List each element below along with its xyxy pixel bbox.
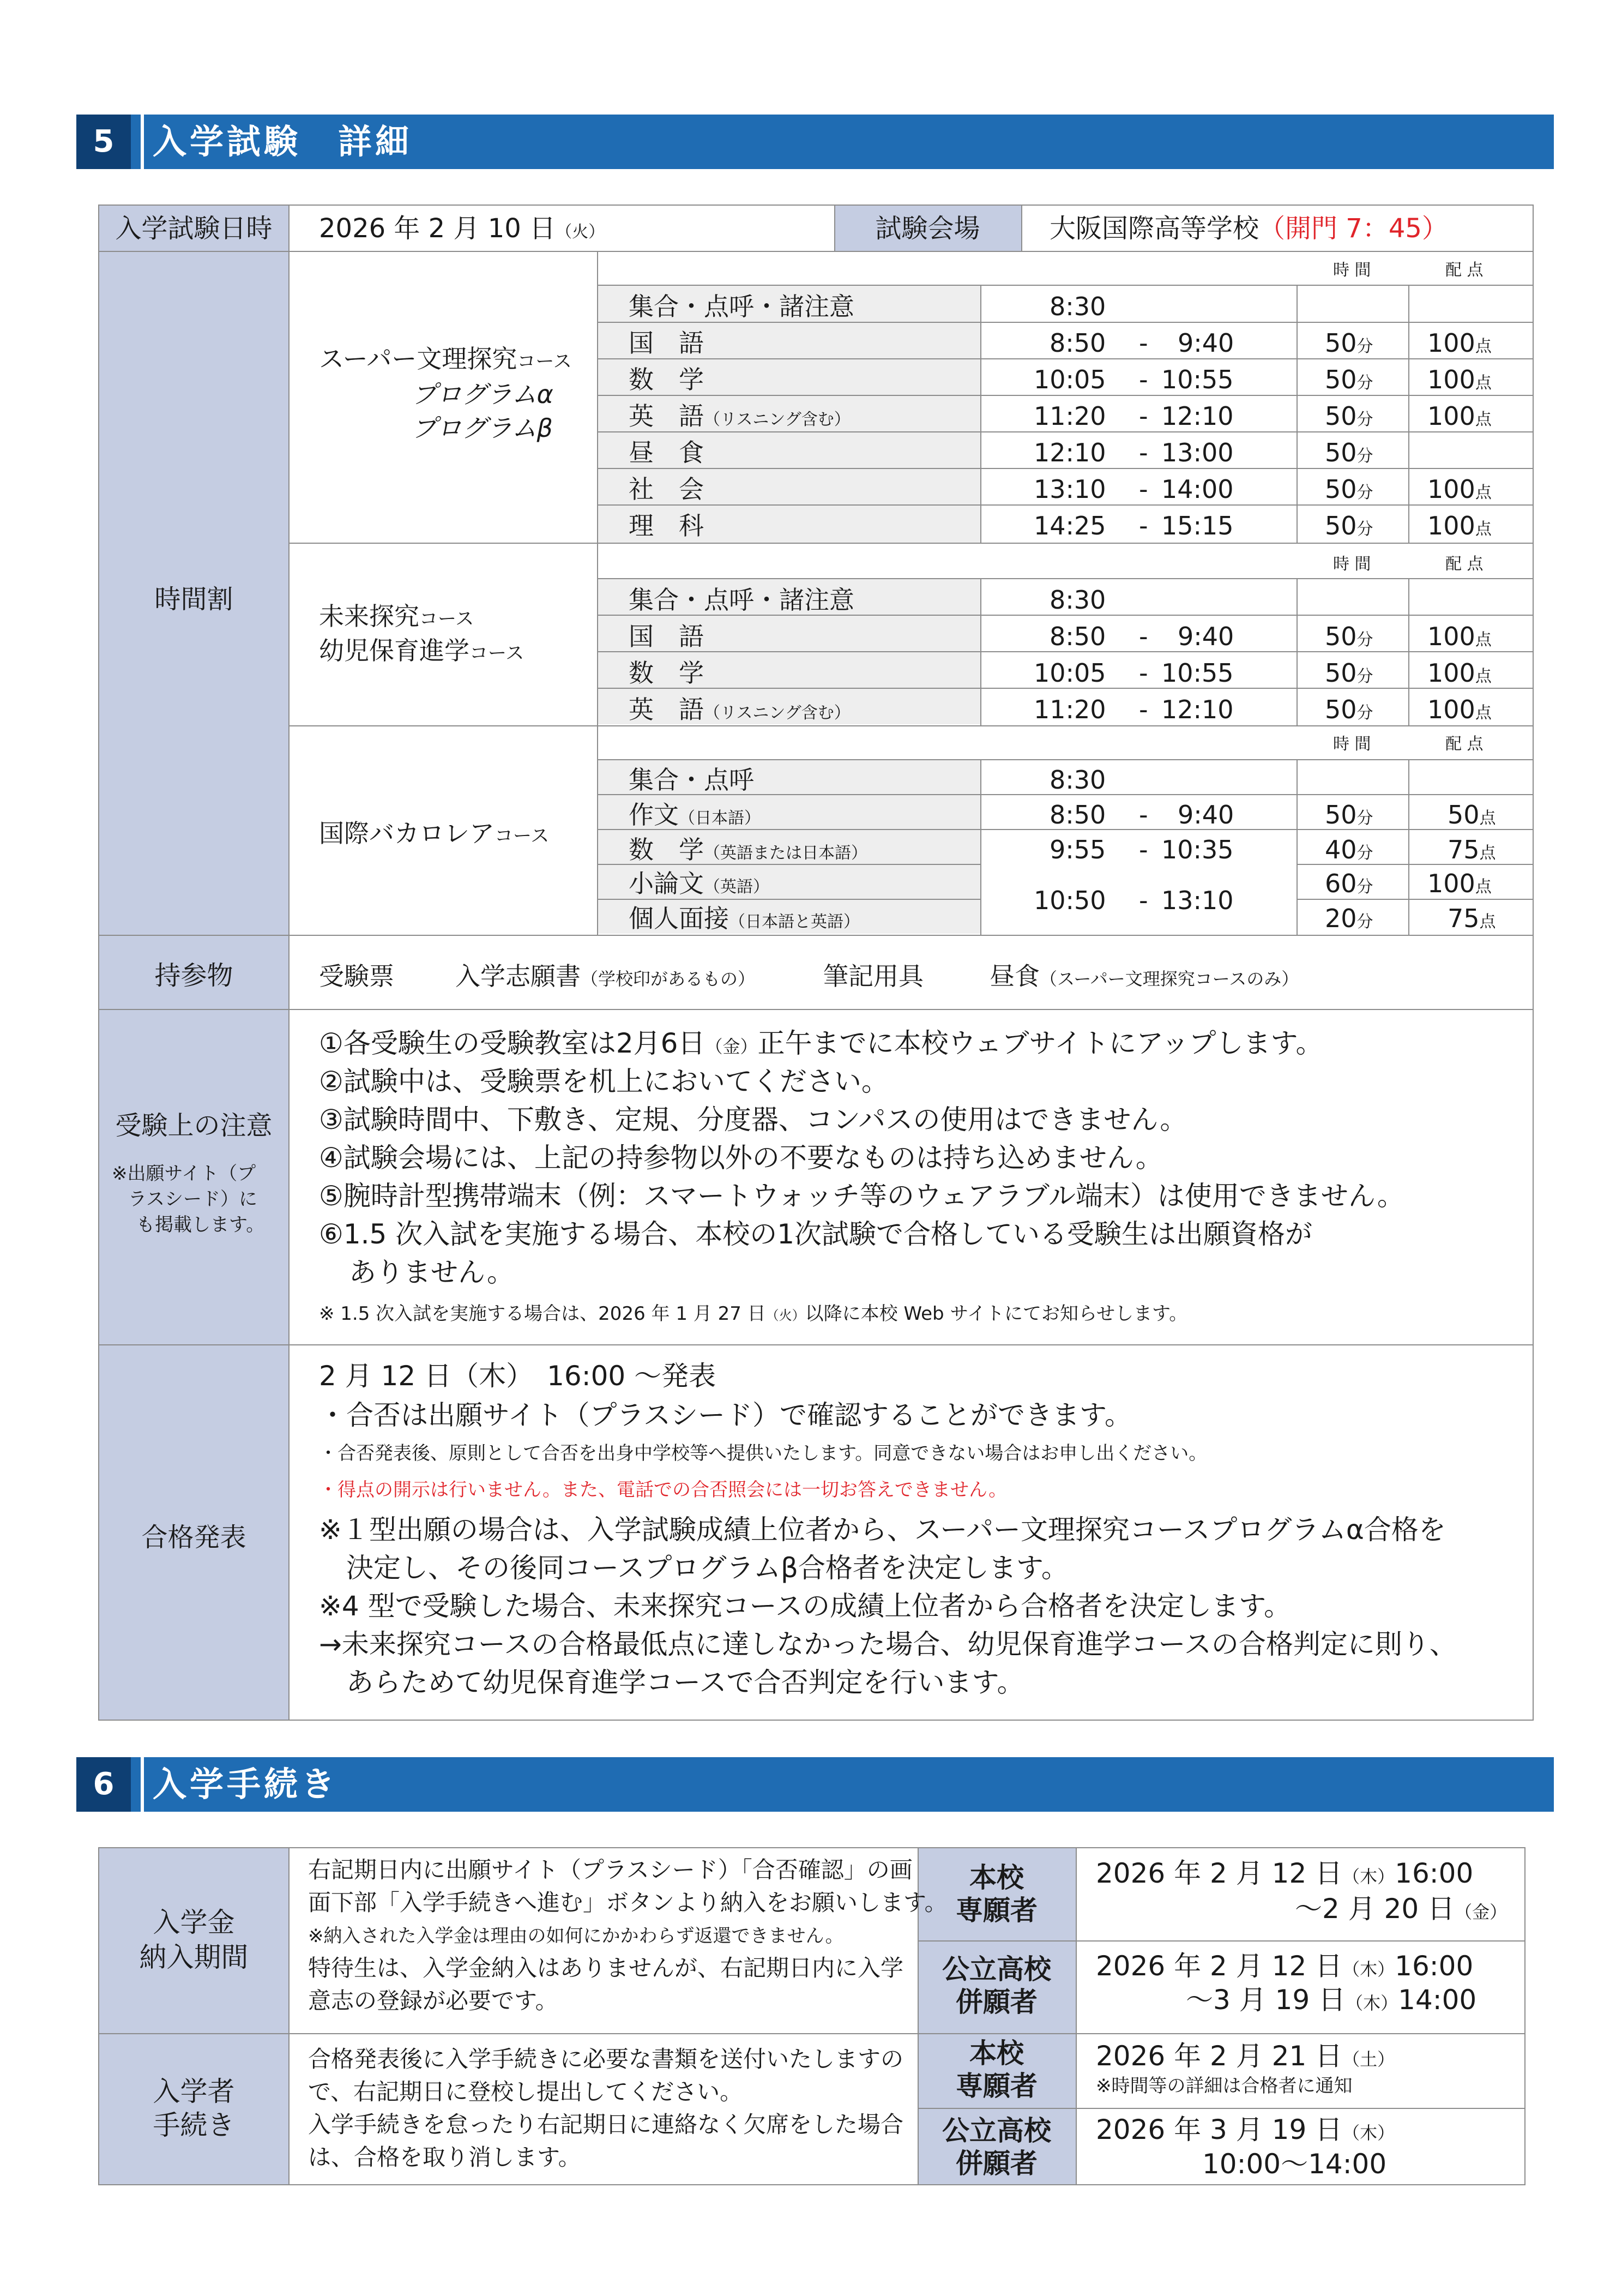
points: 50点 [1448, 800, 1496, 830]
end-time: 12:10 [1161, 401, 1234, 431]
section-number: 6 [76, 1757, 131, 1812]
minutes: 50分 [1325, 800, 1373, 830]
column-points-header: 配 点 [1445, 261, 1484, 280]
end-time: 13:00 [1161, 438, 1234, 467]
belonging-item-application: 入学志願書（学校印があるもの） [455, 961, 756, 991]
procedure-desc: 合格発表後に入学手続きに必要な書類を送付いたしますの [308, 2046, 904, 2072]
minutes: 50分 [1325, 658, 1373, 688]
minutes: 50分 [1325, 401, 1373, 431]
time-dash: - [1139, 401, 1148, 431]
applicant-type: 本校 [969, 2037, 1024, 2069]
subject: 社 会 [629, 474, 704, 504]
procedure-time: 10:00～14:00 [1202, 2148, 1387, 2180]
course-super-bunri: スーパー文理探究コース [319, 344, 572, 374]
time-dash: - [1139, 622, 1148, 651]
fee-date: ～3 月 19 日（木）14:00 [1186, 1984, 1477, 2016]
minutes: 50分 [1325, 438, 1373, 467]
procedure-desc: 入学手続きを怠ったり右記期日に連絡なく欠席をした場合 [308, 2111, 904, 2138]
procedure-desc: は、合格を取り消します。 [308, 2144, 581, 2171]
result-line: 決定し、その後同コースプログラムβ合格者を決定します。 [346, 1552, 1069, 1584]
time-dash: - [1139, 328, 1148, 358]
result-line: ※１型出願の場合は、入学試験成績上位者から、スーパー文理探究コースプログラムα合格を [319, 1514, 1446, 1546]
time-dash: - [1139, 800, 1148, 830]
applicant-type: 公立高校 [942, 2115, 1051, 2147]
divider [918, 2108, 1524, 2109]
result-line: ・合否は出願サイト（プラスシード）で確認することができます。 [319, 1399, 1132, 1431]
fee-date: 2026 年 2 月 12 日（木）16:00 [1096, 1950, 1474, 1982]
note-item-6-cont: ありません。 [349, 1257, 514, 1288]
time-dash: - [1139, 438, 1148, 467]
column-time-header: 時 間 [1333, 261, 1371, 280]
points: 75点 [1448, 835, 1496, 864]
time-dash: - [1139, 695, 1148, 724]
notes-footnote: ※ 1.5 次入試を実施する場合は、2026 年 1 月 27 日（火）以降に本校 Web サイトにてお知らせします。 [319, 1303, 1188, 1325]
minutes: 50分 [1325, 511, 1373, 540]
start-time: 13:10 [1034, 474, 1106, 504]
points: 100点 [1427, 365, 1492, 394]
divider [288, 1848, 290, 2184]
fee-desc: 面下部「入学手続きへ進む」ボタンより納入をお願いします。 [308, 1889, 948, 1916]
divider [99, 2033, 1524, 2034]
fee-label: 入学金 [153, 1907, 235, 1938]
course-mirai: 未来探究コース [319, 602, 474, 631]
points: 100点 [1427, 401, 1492, 431]
note-item-2: ②試験中は、受験票を机上においてください。 [319, 1066, 889, 1097]
procedure-date: 2026 年 3 月 19 日（木） [1096, 2114, 1395, 2145]
note-item-4: ④試験会場には、上記の持参物以外の不要なものは持ち込めません。 [319, 1142, 1163, 1174]
result-line: ※4 型で受験した場合、未来探究コースの成績上位者から合格者を決定します。 [319, 1590, 1292, 1622]
notes-sublabel: ラスシード）に [128, 1188, 257, 1210]
fee-date: 2026 年 2 月 12 日（木）16:00 [1096, 1858, 1474, 1889]
applicant-type: 本校 [969, 1862, 1024, 1894]
minutes: 50分 [1325, 622, 1373, 651]
notes-label: 受験上の注意 [115, 1110, 273, 1141]
subject: 英 語（リスニング含む） [629, 401, 851, 431]
subject: 個人面接（日本語と英語） [629, 904, 860, 933]
applicant-type: 専願者 [956, 2070, 1038, 2102]
procedure-desc: で、右記期日に登校し提出してください。 [308, 2078, 743, 2105]
subject: 集合・点呼 [629, 765, 754, 795]
fee-label: 納入期間 [139, 1942, 249, 1973]
venue-label: 試験会場 [875, 213, 980, 244]
fee-date: ～2 月 20 日（金） [1295, 1893, 1508, 1925]
time-dash: - [1139, 835, 1148, 864]
exam-date-value: 2026 年 2 月 10 日（火） [319, 213, 605, 244]
subject: 数 学 [629, 658, 704, 688]
points: 100点 [1427, 474, 1492, 504]
course-program-beta: プログラムβ [412, 413, 553, 443]
end-time: 9:40 [1178, 800, 1234, 830]
subject: 集合・点呼・諸注意 [629, 292, 854, 321]
end-time: 14:00 [1161, 474, 1234, 504]
subject: 英 語（リスニング含む） [629, 695, 851, 724]
end-time: 10:35 [1161, 835, 1234, 864]
note-item-5: ⑤腕時計型携帯端末（例：スマートウォッチ等のウェアラブル端末）は使用できません。 [319, 1180, 1404, 1212]
belonging-item-ticket: 受験票 [319, 961, 394, 991]
column-time-header: 時 間 [1333, 735, 1371, 754]
points: 100点 [1427, 622, 1492, 651]
applicant-type: 併願者 [956, 1986, 1038, 2018]
course-ib: 国際バカロレアコース [319, 819, 550, 848]
column-points-header: 配 点 [1445, 735, 1484, 754]
minutes: 50分 [1325, 365, 1373, 394]
applicant-type: 公立高校 [942, 1954, 1051, 1985]
start-time: 11:20 [1034, 401, 1106, 431]
belonging-item-stationery: 筆記用具 [823, 961, 924, 991]
minutes: 60分 [1325, 869, 1373, 898]
minutes: 40分 [1325, 835, 1373, 864]
fee-desc: 特待生は、入学金納入はありませんが、右記期日内に入学 [308, 1955, 904, 1981]
points: 100点 [1427, 658, 1492, 688]
fee-desc: 右記期日内に出願サイト（プラスシード）「合否確認」の画 [308, 1856, 913, 1883]
end-time: 9:40 [1178, 622, 1234, 651]
result-warning: ・得点の開示は行いません。また、電話での合否照会には一切お答えできません。 [319, 1479, 1008, 1501]
end-time: 13:10 [1161, 886, 1234, 915]
subject: 国 語 [629, 328, 704, 358]
column-time-header: 時 間 [1333, 555, 1371, 574]
time-dash: - [1139, 474, 1148, 504]
start-time: 10:05 [1034, 365, 1106, 394]
start-time: 10:05 [1034, 658, 1106, 688]
result-date: 2 月 12 日（木） 16:00 ～発表 [319, 1360, 716, 1392]
subject: 数 学 [629, 365, 704, 394]
notes-sublabel: ※出願サイト（プ [112, 1163, 256, 1185]
minutes: 50分 [1325, 474, 1373, 504]
time-dash: - [1139, 886, 1148, 915]
end-time: 15:15 [1161, 511, 1234, 540]
fee-desc-note: ※納入された入学金は理由の如何にかかわらず返還できません。 [308, 1925, 844, 1947]
points: 75点 [1448, 904, 1496, 933]
divider [918, 1940, 1524, 1942]
column-points-header: 配 点 [1445, 555, 1484, 574]
divider [1076, 1848, 1077, 2184]
points: 100点 [1427, 869, 1492, 898]
procedure-date: 2026 年 2 月 21 日（土） [1096, 2040, 1395, 2072]
minutes: 50分 [1325, 328, 1373, 358]
minutes: 20分 [1325, 904, 1373, 933]
time-dash: - [1139, 365, 1148, 394]
section-title: 入学試験 詳細 [153, 122, 413, 161]
procedure-label: 手続き [153, 2109, 235, 2141]
belonging-item-lunch: 昼食（スーパー文理探究コースのみ） [990, 961, 1299, 991]
end-time: 12:10 [1161, 695, 1234, 724]
start-time: 8:50 [1050, 328, 1106, 358]
result-line: →未来探究コースの合格最低点に達しなかった場合、幼児保育進学コースの合格判定に則り、 [319, 1628, 1457, 1660]
subject: 国 語 [629, 622, 704, 651]
belongings-label: 持参物 [154, 960, 233, 991]
venue-value: 大阪国際高等学校（開門 7：45） [1050, 213, 1448, 244]
start-time: 8:50 [1050, 800, 1106, 830]
section-number: 5 [76, 115, 131, 169]
time-dash: - [1139, 658, 1148, 688]
end-time: 9:40 [1178, 328, 1234, 358]
start-time: 8:50 [1050, 622, 1106, 651]
subject: 集合・点呼・諸注意 [629, 585, 854, 615]
section-title: 入学手続き [153, 1764, 339, 1804]
minutes: 50分 [1325, 695, 1373, 724]
end-time: 10:55 [1161, 658, 1234, 688]
procedure-label: 入学者 [153, 2076, 235, 2107]
subject: 理 科 [629, 511, 704, 540]
time-dash: - [1139, 511, 1148, 540]
note-item-3: ③試験時間中、下敷き、定規、分度器、コンパスの使用はできません。 [319, 1104, 1187, 1135]
timetable-label: 時間割 [154, 584, 233, 615]
points: 100点 [1427, 328, 1492, 358]
start-time: 11:20 [1034, 695, 1106, 724]
course-youji: 幼児保育進学コース [319, 636, 524, 665]
exam-date-label: 入学試験日時 [115, 213, 273, 244]
start-time: 8:30 [1050, 585, 1106, 615]
notes-sublabel: も掲載します。 [136, 1214, 265, 1236]
result-label: 合格発表 [141, 1522, 246, 1553]
subject: 作文（日本語） [629, 800, 761, 830]
points: 100点 [1427, 695, 1492, 724]
subject: 数 学（英語または日本語） [629, 835, 867, 864]
note-item-1: ①各受験生の受験教室は2月6日（金）正午までに本校ウェブサイトにアップします。 [319, 1027, 1323, 1059]
applicant-type: 専願者 [956, 1895, 1038, 1926]
points: 100点 [1427, 511, 1492, 540]
fee-desc: 意志の登録が必要です。 [308, 1987, 558, 2014]
subject: 小論文（英語） [629, 869, 769, 898]
start-time: 9:55 [1050, 835, 1106, 864]
course-program-alpha: プログラムα [412, 380, 553, 409]
applicant-type: 併願者 [956, 2148, 1038, 2179]
procedure-note: ※時間等の詳細は合格者に通知 [1096, 2075, 1353, 2097]
start-time: 8:30 [1050, 292, 1106, 321]
note-item-6: ⑥1.5 次入試を実施する場合、本校の1次試験で合格している受験生は出願資格が [319, 1218, 1313, 1250]
subject: 昼 食 [629, 438, 704, 467]
end-time: 10:55 [1161, 365, 1234, 394]
result-line: ・合否発表後、原則として合否を出身中学校等へ提供いたします。同意できない場合はお申し出ください。 [319, 1442, 1208, 1464]
start-time: 8:30 [1050, 765, 1106, 795]
result-line: あらためて幼児保育進学コースで合否判定を行います。 [346, 1667, 1024, 1698]
start-time: 14:25 [1034, 511, 1106, 540]
start-time: 12:10 [1034, 438, 1106, 467]
start-time: 10:50 [1034, 886, 1106, 915]
